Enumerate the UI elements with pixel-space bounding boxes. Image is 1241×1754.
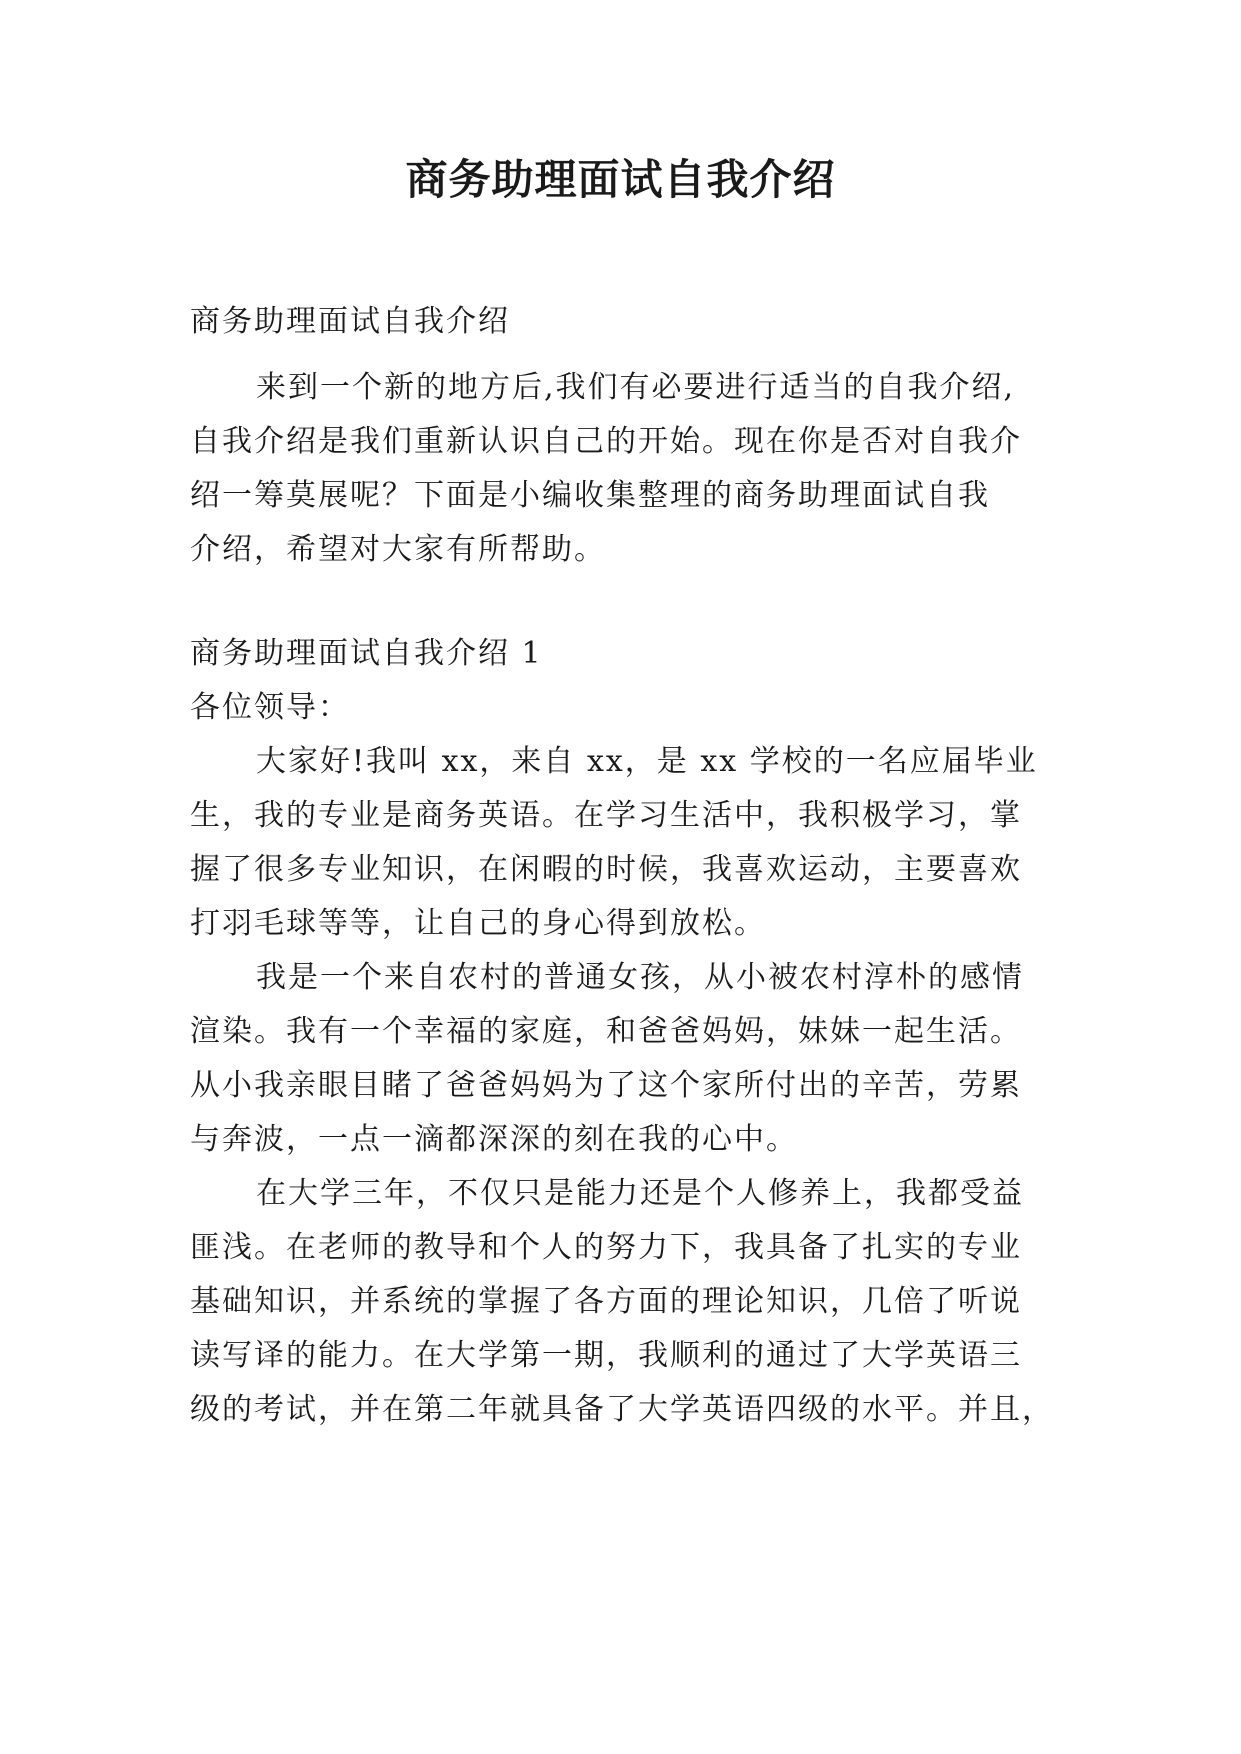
intro-line-2: 自我介绍是我们重新认识自己的开始。现在你是否对自我介 [190,424,1022,459]
para1-line-1: 大家好!我叫 xx，来自 xx，是 xx 学校的一名应届毕业 [256,744,1038,779]
para1-line-4: 打羽毛球等等，让自己的身心得到放松。 [190,906,766,941]
intro-line-3: 绍一筹莫展呢？下面是小编收集整理的商务助理面试自我 [190,478,990,513]
para3-line-5: 级的考试，并在第二年就具备了大学英语四级的水平。并且， [190,1392,1054,1427]
subtitle-line: 商务助理面试自我介绍 [190,304,510,339]
salutation: 各位领导： [190,690,350,725]
para3-line-1: 在大学三年，不仅只是能力还是个人修养上，我都受益 [256,1176,1024,1211]
intro-line-4: 介绍，希望对大家有所帮助。 [190,532,606,567]
document-title: 商务助理面试自我介绍 [405,155,836,204]
para2-line-4: 与奔波，一点一滴都深深的刻在我的心中。 [190,1122,798,1157]
para1-line-2: 生，我的专业是商务英语。在学习生活中，我积极学习，掌 [190,798,1022,833]
para3-line-3: 基础知识，并系统的掌握了各方面的理论知识，几倍了听说 [190,1284,1022,1319]
para2-line-3: 从小我亲眼目睹了爸爸妈妈为了这个家所付出的辛苦，劳累 [190,1068,1022,1103]
section-heading: 商务助理面试自我介绍 1 [190,636,543,671]
para3-line-4: 读写译的能力。在大学第一期，我顺利的通过了大学英语三 [190,1338,1022,1373]
para1-line-3: 握了很多专业知识，在闲暇的时候，我喜欢运动，主要喜欢 [190,852,1022,887]
para2-line-2: 渲染。我有一个幸福的家庭，和爸爸妈妈，妹妹一起生活。 [190,1014,1022,1049]
intro-line-1: 来到一个新的地方后,我们有必要进行适当的自我介绍, [256,370,1016,405]
para2-line-1: 我是一个来自农村的普通女孩，从小被农村淳朴的感情 [256,960,1024,995]
para3-line-2: 匪浅。在老师的教导和个人的努力下，我具备了扎实的专业 [190,1230,1022,1265]
